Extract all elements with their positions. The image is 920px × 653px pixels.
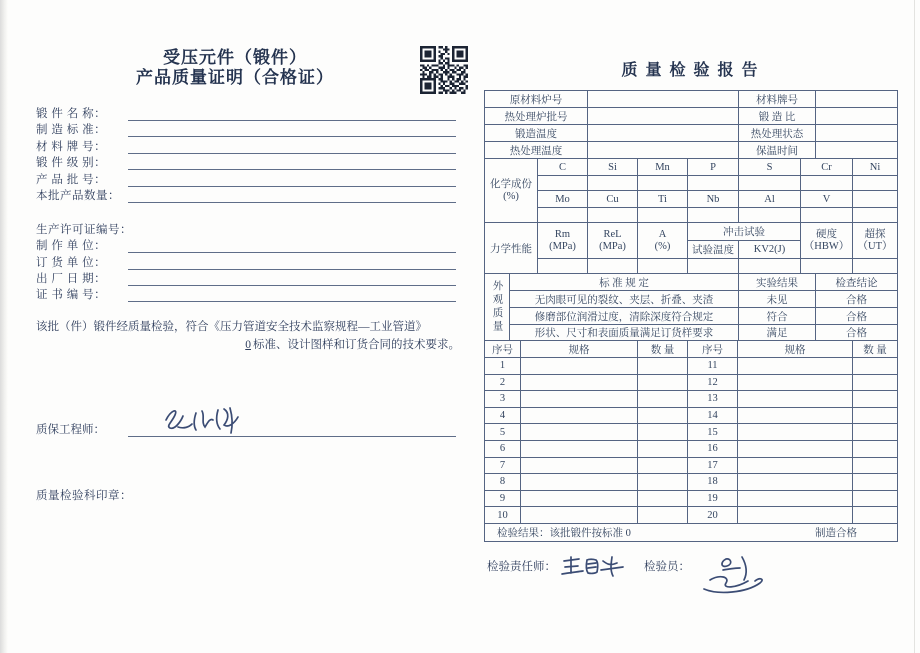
chem-element: P: [688, 159, 739, 176]
inspection-result-text: 检验结果：该批锻件按标准 0: [497, 527, 631, 539]
spec-index-cell: 10: [485, 507, 521, 524]
chem-element: V: [801, 191, 853, 208]
chem-element: [853, 191, 898, 208]
chem-value: [801, 176, 853, 191]
spec-spec-cell: [521, 440, 638, 457]
result-table: [484, 523, 898, 542]
spec-row: [485, 507, 898, 524]
field-label: 锻 件 名 称：: [36, 107, 107, 120]
field-row-license-number: [36, 221, 456, 237]
spec-spec-cell: [521, 507, 638, 524]
chem-value: [538, 208, 588, 223]
field-row-manufacturer: [36, 237, 456, 253]
mech-col-rm: Rm (MPa): [538, 223, 588, 259]
info-label: 锻 造 比: [739, 108, 816, 125]
spec-index-cell: 8: [485, 474, 521, 491]
certificate-title-line2: 产品质量证明（合格证）: [136, 68, 334, 87]
chem-element: C: [538, 159, 588, 176]
spec-qty-cell: [638, 507, 688, 524]
mechanics-table: [484, 222, 898, 274]
spec-qty-cell: [853, 474, 898, 491]
field-row-batch-quantity: [36, 187, 456, 204]
spec-qty-cell: [853, 424, 898, 441]
mech-col-ut: 超探 （UT）: [853, 223, 898, 259]
chem-element: S: [739, 159, 801, 176]
spec-index-cell: 17: [688, 457, 738, 474]
field-label: 证 书 编 号：: [36, 288, 107, 301]
mechanics-value-row: [485, 259, 898, 274]
blank-line: [128, 106, 456, 121]
spec-row: [485, 424, 898, 441]
spec-row: [485, 407, 898, 424]
spec-spec-cell: [521, 424, 638, 441]
spec-qty-cell: [853, 457, 898, 474]
field-label: 生产许可证编号：: [36, 224, 132, 237]
mech-value: [688, 259, 739, 274]
chem-value: [588, 208, 638, 223]
info-value: [816, 108, 898, 125]
spec-spec-cell: [738, 490, 853, 507]
spec-row: [485, 374, 898, 391]
appearance-head-result: 实验结果: [739, 274, 816, 291]
chem-value: [801, 208, 853, 223]
spec-index-cell: 13: [688, 391, 738, 408]
mech-value: [739, 259, 801, 274]
inspection-result-row: [485, 523, 898, 541]
chem-value: [638, 208, 688, 223]
spec-qty-cell: [638, 440, 688, 457]
chem-value: [688, 208, 739, 223]
mech-impact-temp: 试验温度: [688, 241, 739, 259]
appearance-head-row: [485, 274, 898, 291]
chem-value: [688, 176, 739, 191]
appearance-row: [485, 325, 898, 341]
spec-qty-cell: [638, 391, 688, 408]
spec-qty-cell: [638, 374, 688, 391]
info-value: [588, 91, 739, 108]
mech-value: [588, 259, 638, 274]
field-row-forging-name: [36, 104, 456, 121]
chemistry-value-row2: [485, 208, 898, 223]
blank-line: [128, 271, 456, 286]
chief-inspector-label: 检验责任师：: [487, 561, 556, 573]
spec-table-body: [485, 358, 898, 524]
chem-value: [638, 176, 688, 191]
material-info-row: [485, 125, 898, 142]
chem-value: [739, 176, 801, 191]
blank-line: [128, 139, 456, 154]
conformity-statement-line2: [36, 337, 460, 355]
spec-index-cell: 18: [688, 474, 738, 491]
info-label: 材料牌号: [739, 91, 816, 108]
field-row-product-batch: [36, 170, 456, 187]
chem-element: Cu: [588, 191, 638, 208]
field-row-ordering-unit: [36, 253, 456, 269]
spec-row: [485, 490, 898, 507]
spec-spec-cell: [521, 374, 638, 391]
inspector-signature: [696, 552, 780, 594]
chemistry-table: [484, 158, 898, 223]
certificate-title-line1: 受压元件（锻件）: [163, 48, 307, 67]
info-value: [588, 108, 739, 125]
mech-value: [538, 259, 588, 274]
appearance-table: [484, 273, 898, 341]
appearance-standard: 无肉眼可见的裂纹、夹层、折叠、夹渣: [510, 291, 739, 308]
info-label: 热处理状态: [739, 125, 816, 142]
field-row-material-grade: [36, 137, 456, 154]
spec-qty-cell: [638, 474, 688, 491]
spec-spec-cell: [521, 474, 638, 491]
info-value: [816, 142, 898, 159]
qa-engineer-label: 质保工程师：: [36, 424, 105, 436]
spec-quantity-table: [484, 340, 898, 524]
spec-qty-cell: [638, 490, 688, 507]
chem-element: Ni: [853, 159, 898, 176]
spec-index-cell: 20: [688, 507, 738, 524]
mech-value: [638, 259, 688, 274]
appearance-head-standard: 标 准 规 定: [510, 274, 739, 291]
spec-index-cell: 5: [485, 424, 521, 441]
appearance-standard: 形状、尺寸和表面质量满足订货样要求: [510, 325, 739, 341]
info-label: 锻造温度: [485, 125, 588, 142]
mech-col-a: A (%): [638, 223, 688, 259]
spec-qty-cell: [638, 424, 688, 441]
spec-qty-cell: [853, 407, 898, 424]
spec-qty-cell: [853, 507, 898, 524]
chem-value: [588, 176, 638, 191]
spec-spec-cell: [738, 391, 853, 408]
blank-line: [128, 255, 456, 270]
spec-head-qty: 数 量: [853, 341, 898, 358]
spec-spec-cell: [521, 457, 638, 474]
chemistry-head-row2: [485, 191, 898, 208]
field-label: 产 品 批 号：: [36, 173, 107, 186]
mechanics-head-row1: [485, 223, 898, 241]
blank-line: [128, 172, 456, 187]
appearance-conclusion: 合格: [816, 291, 898, 308]
mech-col-rel: ReL (MPa): [588, 223, 638, 259]
spec-qty-cell: [853, 391, 898, 408]
chem-element: Mo: [538, 191, 588, 208]
spec-index-cell: 19: [688, 490, 738, 507]
spec-spec-cell: [738, 358, 853, 375]
spec-spec-cell: [521, 391, 638, 408]
report-title: 质 量 检 验 报 告: [621, 62, 760, 79]
spec-index-cell: 11: [688, 358, 738, 375]
appearance-section-label: 外观质量: [485, 274, 510, 341]
spec-index-cell: 15: [688, 424, 738, 441]
field-label: 制 造 标 准：: [36, 124, 107, 136]
info-value: [588, 142, 739, 159]
field-label: 出 厂 日 期：: [36, 272, 107, 285]
info-value: [816, 125, 898, 142]
appearance-conclusion: 合格: [816, 325, 898, 341]
spec-spec-cell: [738, 457, 853, 474]
certificate-fields-mid: [36, 221, 456, 302]
qa-engineer-signature: [158, 400, 250, 440]
spec-row: [485, 391, 898, 408]
blank-line: [128, 238, 456, 253]
mech-value: [801, 259, 853, 274]
spec-index-cell: 14: [688, 407, 738, 424]
spec-qty-cell: [638, 407, 688, 424]
spec-row: [485, 457, 898, 474]
material-info-table: [484, 90, 898, 159]
material-info-row: [485, 108, 898, 125]
spec-spec-cell: [738, 424, 853, 441]
inspection-report-table: [484, 90, 897, 542]
field-row-forging-class: [36, 154, 456, 171]
material-info-body: [485, 91, 898, 159]
chem-element: Cr: [801, 159, 853, 176]
spec-qty-cell: [638, 358, 688, 375]
mech-impact-header: 冲击试验: [688, 223, 801, 241]
blank-line: [128, 287, 456, 302]
inspection-stamp-label: 质量检验科印章：: [36, 490, 132, 502]
info-label: 热处理温度: [485, 142, 588, 159]
qa-engineer-signature-line: [128, 422, 456, 437]
blank-line: [128, 122, 456, 137]
blank-line: [128, 155, 456, 170]
info-value: [816, 91, 898, 108]
spec-index-cell: 7: [485, 457, 521, 474]
manufacture-qualified-text: 制造合格: [815, 527, 857, 539]
spec-spec-cell: [738, 507, 853, 524]
spec-qty-cell: [853, 440, 898, 457]
material-info-row: [485, 91, 898, 108]
field-label: 订 货 单 位：: [36, 256, 107, 269]
info-label: 保温时间: [739, 142, 816, 159]
spec-spec-cell: [738, 474, 853, 491]
inspector-label: 检验员：: [644, 561, 690, 573]
chemistry-value-row1: [485, 176, 898, 191]
spec-index-cell: 9: [485, 490, 521, 507]
chem-value: [538, 176, 588, 191]
info-label: 原材料炉号: [485, 91, 588, 108]
appearance-conclusion: 合格: [816, 308, 898, 325]
spec-row: [485, 358, 898, 375]
appearance-result: 满足: [739, 325, 816, 341]
info-label: 热处理炉批号: [485, 108, 588, 125]
spec-spec-cell: [738, 374, 853, 391]
field-row-certificate-number: [36, 286, 456, 302]
spec-head-qty: 数 量: [638, 341, 688, 358]
spec-index-cell: 16: [688, 440, 738, 457]
qa-engineer-row: [36, 421, 456, 437]
chem-value: [739, 208, 801, 223]
spec-index-cell: 12: [688, 374, 738, 391]
appearance-standard: 修磨部位润滑过度，清除深度符合规定: [510, 308, 739, 325]
spec-index-cell: 2: [485, 374, 521, 391]
chem-element: Ti: [638, 191, 688, 208]
spec-spec-cell: [738, 440, 853, 457]
appearance-head-conclusion: 检查结论: [816, 274, 898, 291]
spec-index-cell: 6: [485, 440, 521, 457]
spec-spec-cell: [521, 407, 638, 424]
spec-header-row: [485, 341, 898, 358]
field-row-shipment-date: [36, 270, 456, 286]
spec-spec-cell: [521, 490, 638, 507]
qr-code-icon: [420, 46, 468, 94]
appearance-result: 符合: [739, 308, 816, 325]
conformity-statement-line1: 该批（件）锻件经质量检验，符合《压力管道安全技术监察规程—工业管道》: [36, 321, 427, 333]
appearance-result: 未见: [739, 291, 816, 308]
certificate-fields-top: [36, 104, 456, 203]
blank-line: [128, 188, 456, 203]
info-value: [588, 125, 739, 142]
signoff-row: [487, 552, 780, 594]
chem-element: Nb: [688, 191, 739, 208]
field-row-manufacturing-standard: [36, 121, 456, 138]
spec-spec-cell: [738, 407, 853, 424]
mechanics-section-label: 力学性能: [485, 223, 538, 274]
chem-value: [853, 208, 898, 223]
spec-row: [485, 440, 898, 457]
field-label: 本批产品数量：: [36, 190, 120, 202]
chemistry-section-label: 化学成份 (%): [485, 159, 538, 223]
spec-row: [485, 474, 898, 491]
mech-impact-kv2: KV2(J): [739, 241, 801, 259]
spec-index-cell: 4: [485, 407, 521, 424]
appearance-row: [485, 291, 898, 308]
chem-element: Al: [739, 191, 801, 208]
standard-number: 0: [245, 338, 251, 351]
spec-qty-cell: [853, 358, 898, 375]
field-label: 制 作 单 位：: [36, 240, 107, 253]
conformity-statement: [36, 319, 460, 354]
chemistry-head-row1: [485, 159, 898, 176]
spec-head-index: 序号: [688, 341, 738, 358]
field-label: 锻 件 级 别：: [36, 157, 107, 169]
mech-value: [853, 259, 898, 274]
spec-head-index: 序号: [485, 341, 521, 358]
spec-spec-cell: [521, 358, 638, 375]
spec-index-cell: 1: [485, 358, 521, 375]
chem-element: Mn: [638, 159, 688, 176]
spec-head-spec: 规格: [521, 341, 638, 358]
spec-head-spec: 规格: [738, 341, 853, 358]
certificate-title: [30, 48, 440, 88]
mech-col-hardness: 硬度 （HBW）: [801, 223, 853, 259]
spec-qty-cell: [853, 374, 898, 391]
chem-value: [853, 176, 898, 191]
material-info-row: [485, 142, 898, 159]
spec-index-cell: 3: [485, 391, 521, 408]
appearance-row: [485, 308, 898, 325]
spec-qty-cell: [853, 490, 898, 507]
chem-element: Si: [588, 159, 638, 176]
conformity-statement-line2-text: 标准、设计图样和订货合同的技术要求。: [253, 338, 460, 351]
field-label: 材 料 牌 号：: [36, 140, 107, 153]
chief-inspector-signature: [560, 552, 626, 582]
spec-qty-cell: [638, 457, 688, 474]
